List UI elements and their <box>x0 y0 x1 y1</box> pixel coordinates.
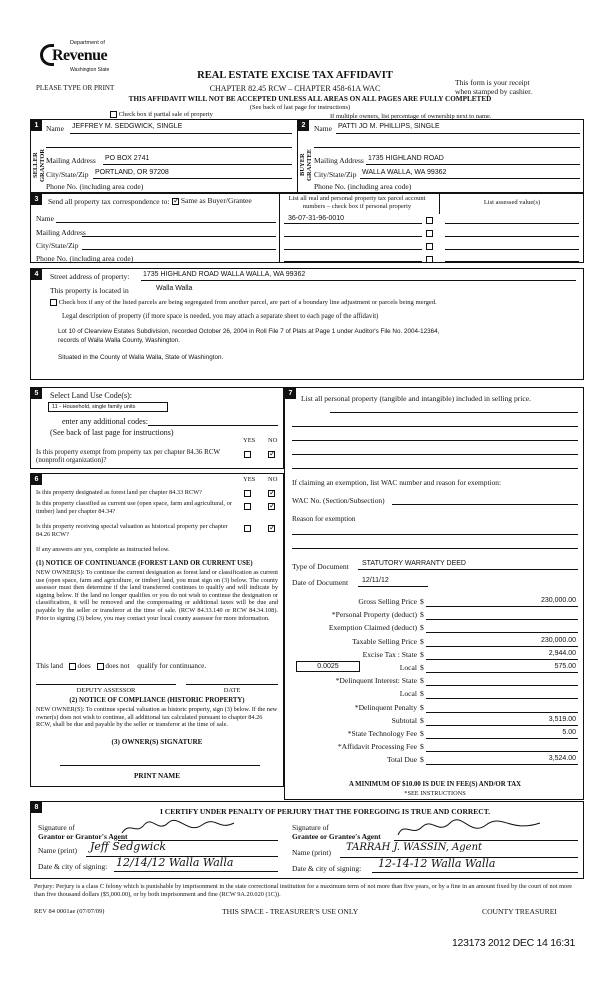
s3-phone-label: Phone No. (including area code) <box>36 254 134 263</box>
partial-sale-checkbox[interactable] <box>110 111 117 118</box>
exempt-no-checkbox[interactable] <box>268 451 275 458</box>
receipt-note-1: This form is your receipt <box>455 78 530 87</box>
certify-statement: I CERTIFY UNDER PENALTY OF PERJURY THAT THE FOREGOING IS TRUE AND CORRECT. <box>160 807 491 816</box>
calc-row <box>292 729 582 741</box>
minimum-fee-note: A MINIMUM OF $10.00 IS DUE IN FEE(S) AND/OR TAX <box>348 781 522 788</box>
seller-name: JEFFREY M. SEDGWICK, SINGLE <box>72 123 183 130</box>
land-use-code-select[interactable]: 11 - Household, single family units <box>48 402 168 412</box>
current-use-yes-checkbox[interactable] <box>244 503 251 510</box>
this-land-label: This land <box>36 662 63 670</box>
grantor-sig-label-1: Signature of <box>38 823 75 832</box>
seller-name-label: Name <box>46 124 64 133</box>
segregated-row <box>50 299 437 306</box>
located-value: Walla Walla <box>156 285 193 292</box>
buyer-name-label: Name <box>314 124 332 133</box>
s3-name-label: Name <box>36 214 54 223</box>
if-yes-note: If any answers are yes, complete as instructed below. <box>36 546 170 553</box>
wac-label: WAC No. (Section/Subsection) <box>292 496 385 505</box>
buyer-mailing-label: Mailing Address <box>314 156 364 165</box>
logo-top: Department of <box>70 40 105 46</box>
legal-line-2: records of Walla Walla County, Washington. <box>58 337 181 344</box>
calc-value: 230,000.00 <box>540 597 576 604</box>
exempt-yes-checkbox[interactable] <box>244 451 251 458</box>
calc-label: Local <box>399 663 417 672</box>
calc-label: Excise Tax : State <box>362 649 417 659</box>
located-label: This property is located in <box>50 286 129 295</box>
s6-no: NO <box>268 476 278 483</box>
section-4-number: 4 <box>31 269 42 280</box>
grantee-name-print-label: Name (print) <box>292 848 331 857</box>
buyer-city-label: City/State/Zip <box>314 170 357 179</box>
completion-warning: THIS AFFIDAVIT WILL NOT BE ACCEPTED UNLESS ALL AREAS ON ALL PAGES ARE FULLY COMPLETED <box>128 95 492 103</box>
seller-city-label: City/State/Zip <box>46 170 89 179</box>
does-not-label: does not <box>105 662 130 670</box>
exemption-question: If claiming an exemption, list WAC number and reason for exemption: <box>292 478 502 487</box>
owner-signature-label: (3) OWNER(S) SIGNATURE <box>111 738 203 746</box>
land-use-label: Select Land Use Code(s): <box>50 391 132 400</box>
buyer-city: WALLA WALLA, WA 99362 <box>362 169 447 176</box>
s3-city-label: City/State/Zip <box>36 241 79 250</box>
segregated-checkbox[interactable] <box>50 299 57 306</box>
print-name-label: PRINT NAME <box>134 772 180 780</box>
calc-row <box>292 610 582 622</box>
grantee-signature <box>394 819 544 839</box>
calc-currency: $ <box>420 729 424 738</box>
doc-date-value: 12/11/12 <box>362 577 389 584</box>
personal-property-checkbox-3[interactable] <box>426 243 433 250</box>
section-8-number: 8 <box>31 802 42 813</box>
perjury-statement: Perjury: Perjury is a class C felony which is punishable by imprisonment in the state correctional institution for a maximum term of not more than five years, or by a fine in an amount fixed by the court of not more than five thousand dollars ($5,000.00), or by both imprisonment and fine (RCW 9A.20.020 (1C)). <box>34 883 573 898</box>
calc-label: *Delinquent Penalty <box>354 702 417 712</box>
calc-row <box>292 676 582 688</box>
calc-currency: $ <box>420 689 424 699</box>
grantor-date-handwritten: 12/14/12 Walla Walla <box>116 856 234 869</box>
calc-currency: $ <box>420 623 424 633</box>
seller-phone-label: Phone No. (including area code) <box>46 182 144 191</box>
section-4 <box>30 268 584 380</box>
street-address: 1735 HIGHLAND ROAD WALLA WALLA, WA 99362 <box>143 271 306 278</box>
does-not-checkbox[interactable] <box>97 663 104 670</box>
calc-value: 2,944.00 <box>548 649 576 657</box>
legal-line-3: Situated in the County of Walla Walla, State of Washington. <box>58 354 224 361</box>
county-treasurer: COUNTY TREASUREI <box>482 907 557 916</box>
section-6-number: 6 <box>31 474 42 485</box>
parcel-header: List all real and personal property tax parcel account numbers – check box if personal property <box>288 195 426 210</box>
multiple-owners-note: If multiple owners, list percentage of ownership next to name. <box>330 113 492 120</box>
historical-question: Is this property receiving special valuation as historical property per chapter 84.26 RCW? <box>36 523 228 538</box>
does-label: does <box>77 662 91 670</box>
buyer-side-label: BUYER GRANTEE <box>299 148 313 182</box>
calc-label: Gross Selling Price <box>358 597 417 606</box>
treasurer-space: THIS SPACE - TREASURER'S USE ONLY <box>222 907 359 916</box>
personal-property-checkbox-2[interactable] <box>426 230 433 237</box>
calc-row <box>292 597 582 609</box>
grantee-sig-label-2: Grantee or Grantee's Agent <box>292 832 381 841</box>
buyer-mailing: 1735 HIGHLAND ROAD <box>368 155 444 162</box>
additional-codes-label: enter any additional codes: <box>62 417 148 426</box>
grantor-name-handwritten: Jeff Sedgwick <box>90 840 167 853</box>
current-use-no-checkbox[interactable] <box>268 503 275 510</box>
doc-type-label: Type of Document <box>292 562 349 571</box>
qualify-label: qualify for continuance. <box>137 662 207 670</box>
personal-property-checkbox-1[interactable] <box>426 217 433 224</box>
receipt-note-2: when stamped by cashier. <box>455 87 533 96</box>
calc-currency: $ <box>420 610 424 620</box>
does-checkbox[interactable] <box>69 663 76 670</box>
forest-yes-checkbox[interactable] <box>244 490 251 497</box>
form-number: REV 84 0001ae (07/07/09) <box>34 908 105 915</box>
s5-no: NO <box>268 437 278 444</box>
historical-no-checkbox[interactable] <box>268 525 275 532</box>
calc-label: Local <box>399 689 417 699</box>
logo-sub: Washington State <box>70 67 110 73</box>
buyer-name: PATTI JO M. PHILLIPS, SINGLE <box>338 123 440 130</box>
calc-label: *Personal Property (deduct) <box>331 610 417 620</box>
calc-currency: $ <box>420 715 424 725</box>
notice2-title: (2) NOTICE OF COMPLIANCE (HISTORIC PROPERTY) <box>69 697 245 704</box>
send-correspondence-label: Send all property tax correspondence to: <box>48 197 170 206</box>
grantee-date-handwritten: 12-14-12 Walla Walla <box>378 857 496 870</box>
doc-date-label: Date of Document <box>292 578 349 587</box>
personal-property-label: List all personal property (tangible and intangible) included in selling price. <box>301 394 532 403</box>
section-2-number: 2 <box>298 120 309 131</box>
historical-yes-checkbox[interactable] <box>244 525 251 532</box>
calc-label: *Delinquent Interest: State <box>335 676 417 686</box>
date-label: DATE <box>223 687 241 694</box>
calc-currency: $ <box>420 636 424 646</box>
notice1-title: (1) NOTICE OF CONTINUANCE (FOREST LAND OR CURRENT USE) <box>36 560 253 567</box>
logo-main: Revenue <box>52 47 108 64</box>
form-title: REAL ESTATE EXCISE TAX AFFIDAVIT <box>197 70 393 81</box>
calc-row <box>292 637 582 649</box>
segregated-label: Check box if any of the listed parcels are being segregated from another parcel, are part of a boundary line adjustment or parcels being merged. <box>58 299 437 307</box>
calc-row <box>292 703 582 715</box>
partial-sale-label: Check box if partial sale of property <box>118 111 213 118</box>
s3-mailing-label: Mailing Address <box>36 228 86 237</box>
calc-row <box>292 742 582 754</box>
calc-label: Exemption Claimed (deduct) <box>328 623 417 633</box>
local-rate-box: 0.0025 <box>296 661 360 672</box>
grantor-signature-scribble <box>118 819 238 837</box>
assessed-header: List assessed value(s) <box>483 199 541 206</box>
s5-yes: YES <box>243 437 256 444</box>
seller-mailing: PO BOX 2741 <box>105 155 150 162</box>
calc-currency: $ <box>420 755 424 765</box>
calc-row <box>292 623 582 635</box>
legal-label: Legal description of property (if more space is needed, you may attach a separate sheet to each page of the affidavit) <box>62 313 379 320</box>
seller-city: PORTLAND, OR 97208 <box>95 169 169 176</box>
calc-label: Total Due <box>386 755 417 765</box>
section-1-number: 1 <box>31 120 42 131</box>
grantee-date-city-label: Date & city of signing: <box>292 864 362 873</box>
grantor-signature <box>118 819 238 837</box>
calc-currency: $ <box>420 742 424 752</box>
calc-value: 575.00 <box>554 663 576 670</box>
logo <box>40 38 120 78</box>
forest-no-checkbox[interactable] <box>268 490 275 497</box>
grantee-signature-scribble <box>394 819 544 839</box>
grantee-sig-label-1: Signature of <box>292 823 329 832</box>
calc-currency: $ <box>420 702 424 712</box>
grantor-date-city-label: Date & city of signing: <box>38 862 108 871</box>
see-instructions: *SEE INSTRUCTIONS <box>404 790 466 797</box>
current-use-question: Is this property classified as current use (open space, farm and agricultural, or timber) land per chapter 84.34? <box>36 500 232 515</box>
seller-mailing-label: Mailing Address <box>46 156 96 165</box>
calc-value: 3,524.00 <box>548 755 576 763</box>
grantee-name-handwritten: TARRAH J. WASSIN, Agent <box>346 842 483 853</box>
calc-label: Taxable Selling Price <box>352 636 417 646</box>
type-or-print: PLEASE TYPE OR PRINT <box>36 84 115 92</box>
calc-currency: $ <box>420 663 424 672</box>
recording-stamp: 123173 2012 DEC 14 16:31 <box>452 937 575 949</box>
personal-property-checkbox-4[interactable] <box>426 256 433 263</box>
continuance-row <box>36 662 206 670</box>
calc-row <box>292 650 582 662</box>
seller-side-label: SELLER GRANTOR <box>32 148 46 182</box>
section-5-number: 5 <box>31 388 42 399</box>
grantor-sig-label-2: Grantor or Grantor's Agent <box>38 832 128 841</box>
calc-row <box>292 755 582 767</box>
s5-see-back: (See back of last page for instructions) <box>50 428 174 437</box>
calc-label: *Affidavit Processing Fee <box>337 742 417 752</box>
section-3-number: 3 <box>31 194 42 205</box>
calc-row <box>292 689 582 701</box>
same-as-buyer-checkbox[interactable] <box>172 198 179 205</box>
see-back-note: (See back of last page for instructions) <box>249 104 351 111</box>
calc-value: 230,000.00 <box>540 636 576 644</box>
forest-question: Is this property designated as forest land per chapter 84.33 RCW? <box>36 489 202 496</box>
same-as-buyer-row <box>172 196 252 205</box>
deputy-assessor-label: DEPUTY ASSESSOR <box>76 687 136 694</box>
form-chapter: CHAPTER 82.45 RCW – CHAPTER 458-61A WAC <box>209 84 381 93</box>
s6-yes: YES <box>243 476 256 483</box>
reason-label: Reason for exemption <box>292 515 356 523</box>
calc-label: Subtotal <box>391 715 417 725</box>
calc-currency: $ <box>420 597 424 606</box>
section-7-number: 7 <box>285 388 296 399</box>
street-label: Street address of property: <box>50 272 130 281</box>
partial-sale-row <box>110 111 213 118</box>
calc-value: 3,519.00 <box>548 715 576 723</box>
parcel-number: 36-07-31-96-0010 <box>288 215 345 222</box>
buyer-phone-label: Phone No. (including area code) <box>314 182 412 191</box>
notice2-body: NEW OWNER(S): To continue special valuation as historic property, sign (3) below. If the new owner(s) does not wish to continue, all additional tax calculated pursuant to chapter 84.26 RCW, shall be due and payable by the seller or transferor at the time of sale. <box>36 706 278 729</box>
notice1-body: NEW OWNER(S): To continue the current designation as forest land or classification as current use (open space, farm and agriculture, or timber) land, you must sign on (3) below. The county assessor must then determine if the land transferred continues to qualify and will indicate by signing below. If the land no longer qualifies or you do not wish to continue the designation or classification, it will be removed and the compensating or additional taxes will be due and payable by the seller or transferor at the time of sale. (RCW 84.33.140 or RCW 84.34.108). Prior to signing (3) below, you may contact your local county assessor for more information. <box>36 569 278 622</box>
calc-currency: $ <box>420 676 424 686</box>
exempt-question: Is this property exempt from property tax per chapter 84.36 RCW (nonprofit organization)? <box>36 448 220 464</box>
grantor-name-print-label: Name (print) <box>38 846 77 855</box>
calc-value: 5.00 <box>562 729 576 736</box>
same-as-buyer-label: Same as Buyer/Grantee <box>180 196 252 205</box>
doc-type-value: STATUTORY WARRANTY DEED <box>362 560 466 567</box>
calc-currency: $ <box>420 649 424 659</box>
legal-line-1: Lot 10 of Clearview Estates Subdivision, recorded October 26, 2004 in Roll File 7 of Plats at Page 1 under Auditor's File No. 2004-12364, <box>58 328 440 335</box>
calc-row <box>292 716 582 728</box>
calc-label: *State Technology Fee <box>347 729 417 738</box>
